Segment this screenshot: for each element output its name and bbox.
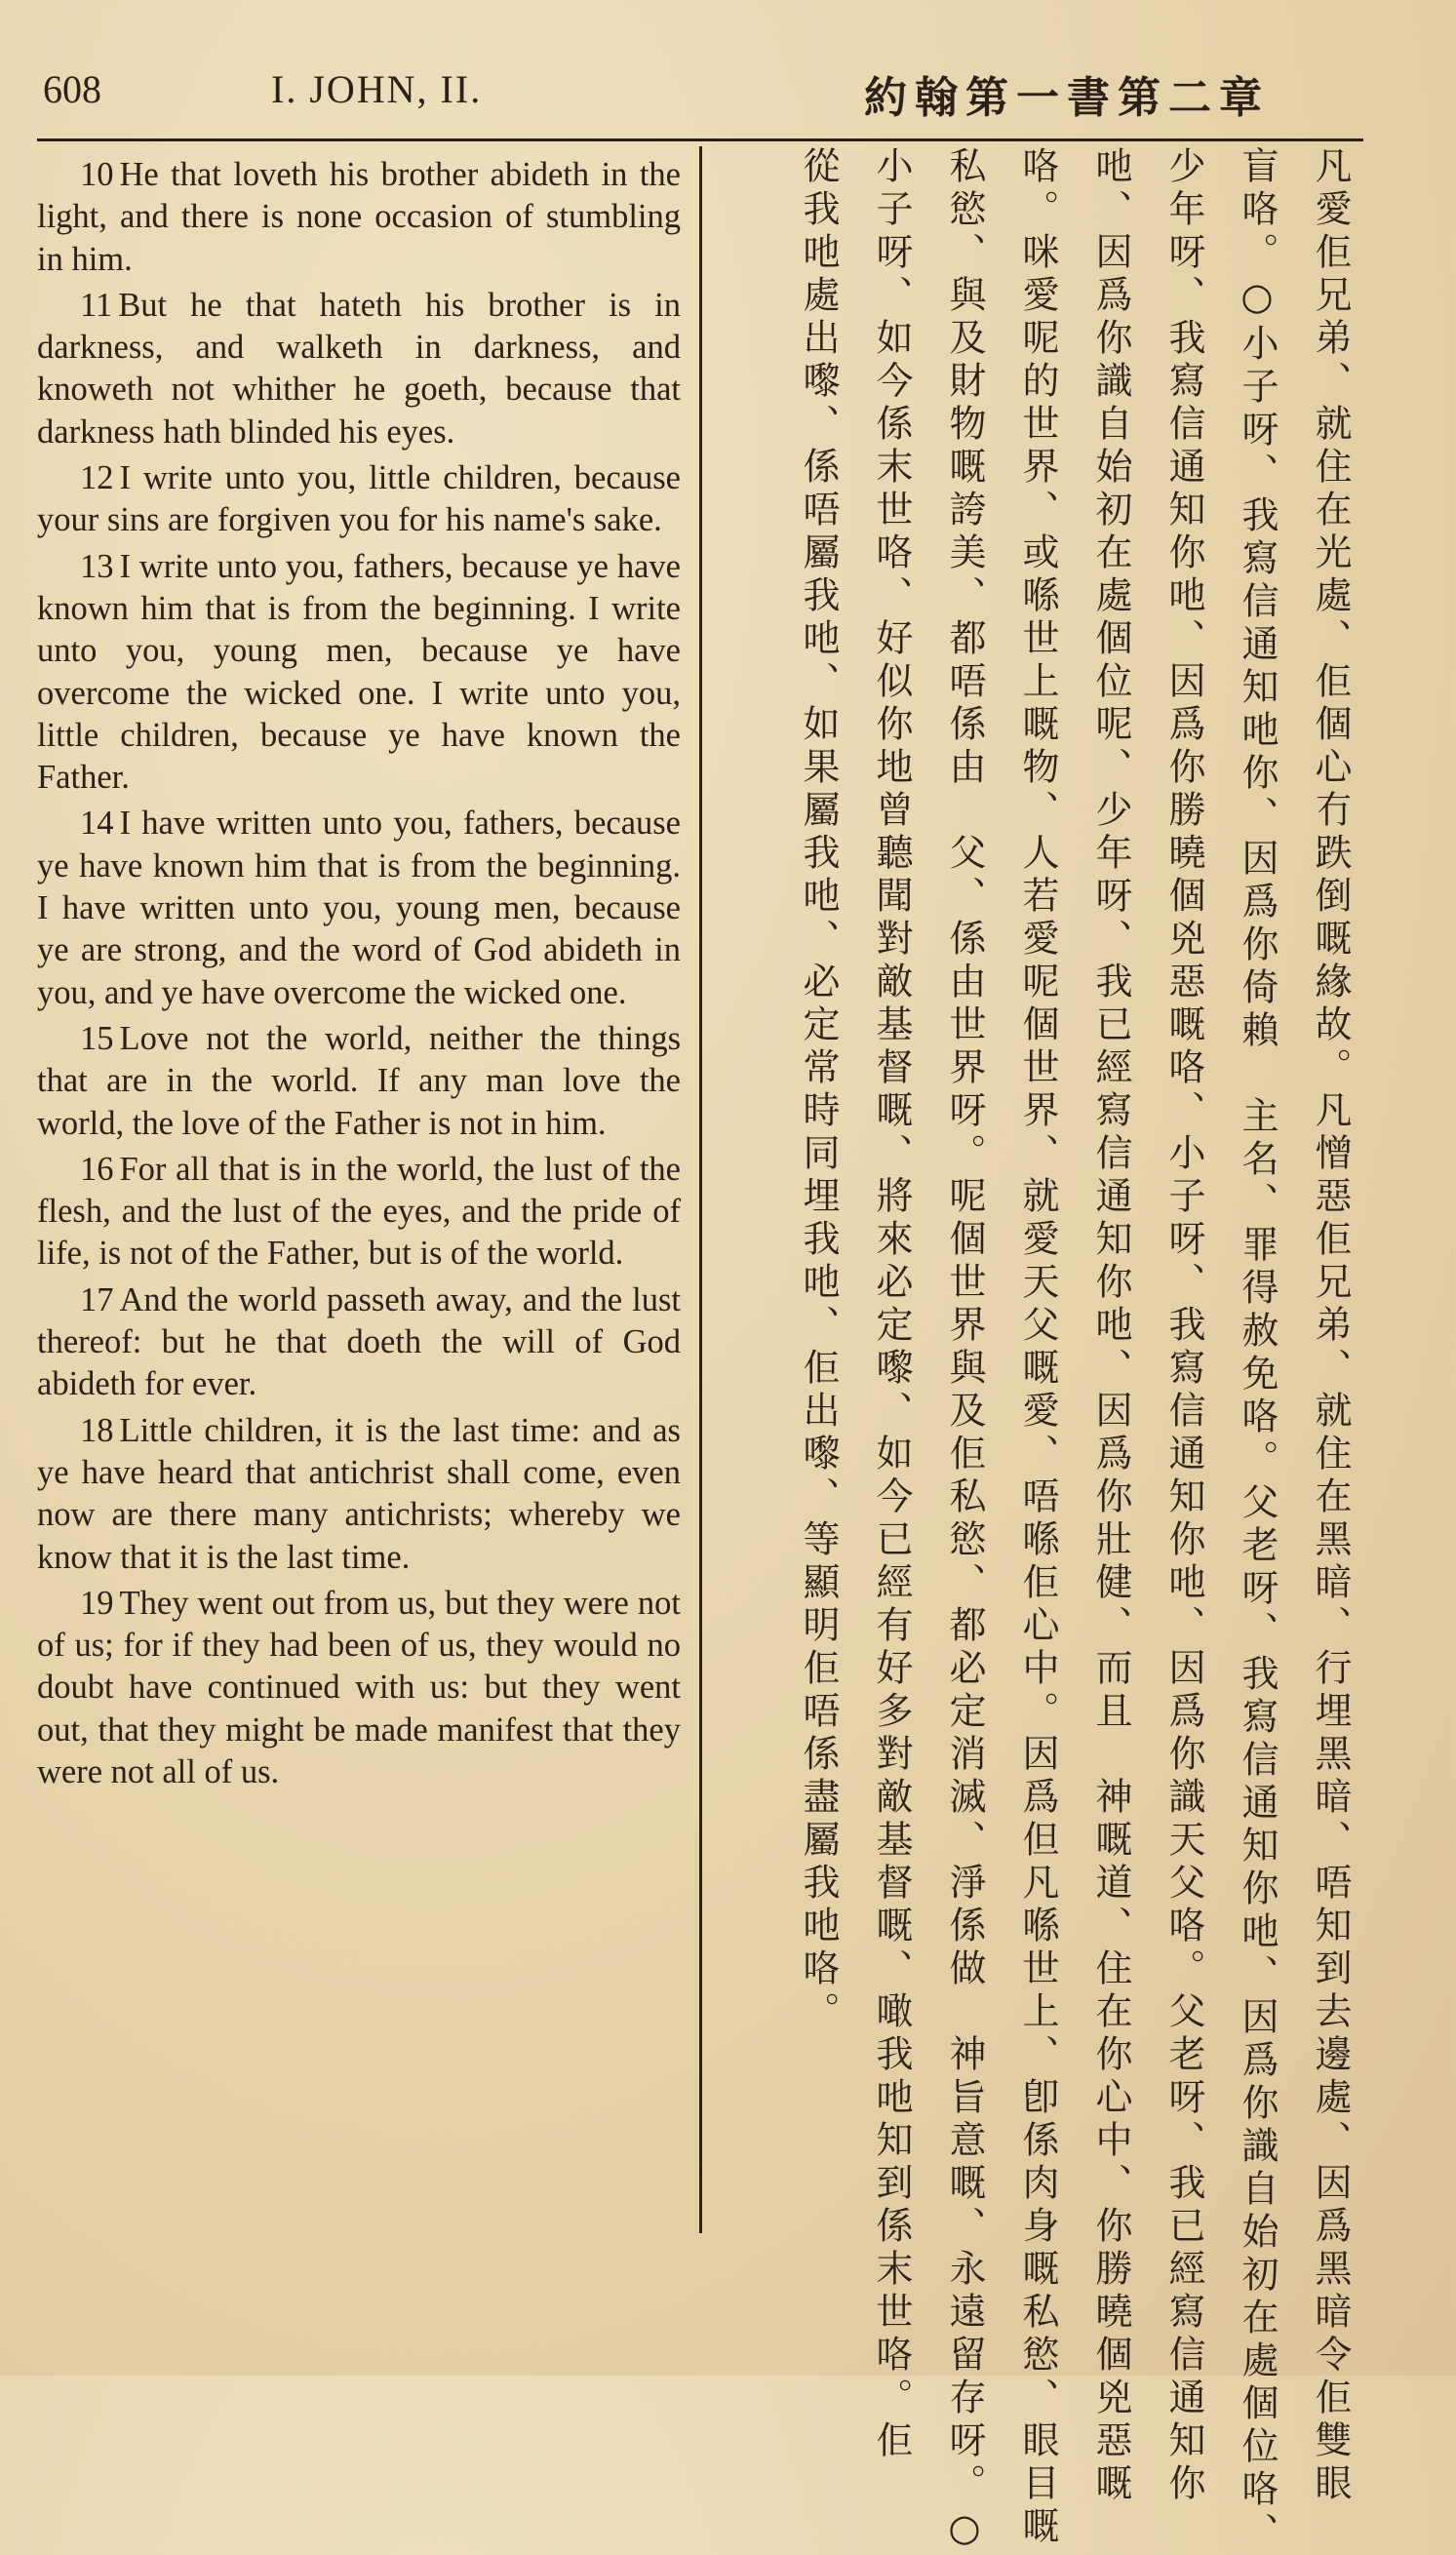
verse-text: I have written unto you, fathers, because ye have known him that is from the beginning. I have written unto you, young men, because ye are strong, and the word of God abideth in you, and ye have overcome the wicked one. — [37, 805, 681, 1011]
verse — [37, 546, 681, 800]
verse — [37, 1583, 681, 1793]
verse — [37, 1149, 681, 1276]
running-title-chinese: 約翰第一書第二章 — [864, 73, 1270, 123]
chinese-column-line: 凡愛佢兄弟、就住在光處、佢個心冇跌倒嘅緣故。凡憎惡佢兄弟、就住在黑暗、行埋黑暗、唔知到去邊處、因爲黑暗令佢雙眼 — [1309, 146, 1352, 2506]
english-text-column — [37, 154, 681, 1797]
verse-text: For all that is in the world, the lust of the flesh, and the lust of the eyes, and the pride of life, is not of the Father, but is of the world. — [37, 1150, 681, 1273]
verse — [37, 285, 681, 453]
header-rule — [37, 138, 1363, 141]
chinese-column-line: 吔、因爲你識自始初在處個位呢、少年呀、我已經寫信通知你吔、因爲你壯健、而且 神嘅道、住在你心中、你勝曉個兇惡嘅 — [1089, 146, 1132, 2506]
column-divider — [699, 146, 702, 2233]
verse-number: 17 — [80, 1280, 114, 1318]
verse — [37, 803, 681, 1013]
chinese-text-column — [717, 146, 1380, 2555]
verse-text: I write unto you, little children, because your sins are forgiven you for his name's sake. — [37, 459, 681, 539]
verse-text: And the world passeth away, and the lust thereof: but he that doeth the will of God abideth for ever. — [37, 1280, 681, 1403]
page-header — [37, 57, 1270, 135]
verse-number: 13 — [80, 547, 114, 585]
verse-text: He that loveth his brother abideth in the light, and there is none occasion of stumbling in him. — [37, 156, 681, 278]
verse — [37, 457, 681, 542]
chinese-column-line: 盲咯。○小子呀、我寫信通知吔你、因爲你倚賴 主名、罪得赦免咯。父老呀、我寫信通知你吔、因爲你識自始初在處個位咯、 — [1236, 146, 1279, 2555]
verse-text: Little children, it is the last time: and as ye have heard that antichrist shall come, even now are there many antichrists; whereby we know that it is the last time. — [37, 1411, 681, 1576]
verse-number: 11 — [80, 286, 113, 324]
verse-number: 14 — [80, 805, 114, 843]
verse — [37, 1410, 681, 1579]
page-number: 608 — [43, 67, 101, 111]
verse — [37, 154, 681, 281]
verse-number: 18 — [80, 1411, 114, 1449]
chinese-column-line: 咯。咪愛呢的世界、或喺世上嘅物、人若愛呢個世界、就愛天父嘅愛、唔喺佢心中。因爲但凡喺世上、卽係肉身嘅私慾、眼目嘅 — [1016, 146, 1059, 2549]
verse-number: 15 — [80, 1019, 114, 1057]
verse-number: 12 — [80, 459, 114, 497]
chinese-column-line: 少年呀、我寫信通知你吔、因爲你勝曉個兇惡嘅咯、小子呀、我寫信通知你吔、因爲你識天父咯。父老呀、我已經寫信通知你 — [1162, 146, 1205, 2506]
chinese-column-line: 從我吔處出嚟、係唔屬我吔、如果屬我吔、必定常時同埋我吔、佢出嚟、等顯明佢唔係盡屬我吔咯。 — [797, 146, 840, 2034]
verse — [37, 1279, 681, 1406]
verse-number: 16 — [80, 1150, 114, 1188]
chinese-column-line: 小子呀、如今係末世咯、好似你地曾聽聞對敵基督嘅、將來必定嚟、如今已經有好多對敵基督嘅、噉我吔知到係末世咯。佢 — [870, 146, 913, 2463]
verse-text: I write unto you, fathers, because ye have known him that is from the beginning. I write unto you, young men, because ye have overcome the wicked one. I write unto you, little children, because ye have known the Father. — [37, 547, 681, 797]
verse-number: 19 — [80, 1584, 114, 1622]
verse-text: But he that hateth his brother is in darkness, and walketh in darkness, and knoweth not whither he goeth, because that darkness hath blinded his eyes. — [37, 286, 681, 451]
verse-number: 10 — [80, 156, 114, 193]
verse-text: Love not the world, neither the things that are in the world. If any man love the world, the love of the Father is not in him. — [37, 1019, 681, 1142]
chinese-column-line: 私慾、與及財物嘅誇美、都唔係由 父、係由世界呀。呢個世界與及佢私慾、都必定消滅、淨係做 神旨意嘅、永遠留存呀。○ — [943, 146, 986, 2555]
running-title-english: I. JOHN, II. — [271, 67, 483, 111]
verse-text: They went out from us, but they were not of us; for if they had been of us, they would no doubt have continued with us: but they went out, that they might be made manifest that they were not all of us. — [37, 1584, 681, 1790]
verse — [37, 1018, 681, 1145]
